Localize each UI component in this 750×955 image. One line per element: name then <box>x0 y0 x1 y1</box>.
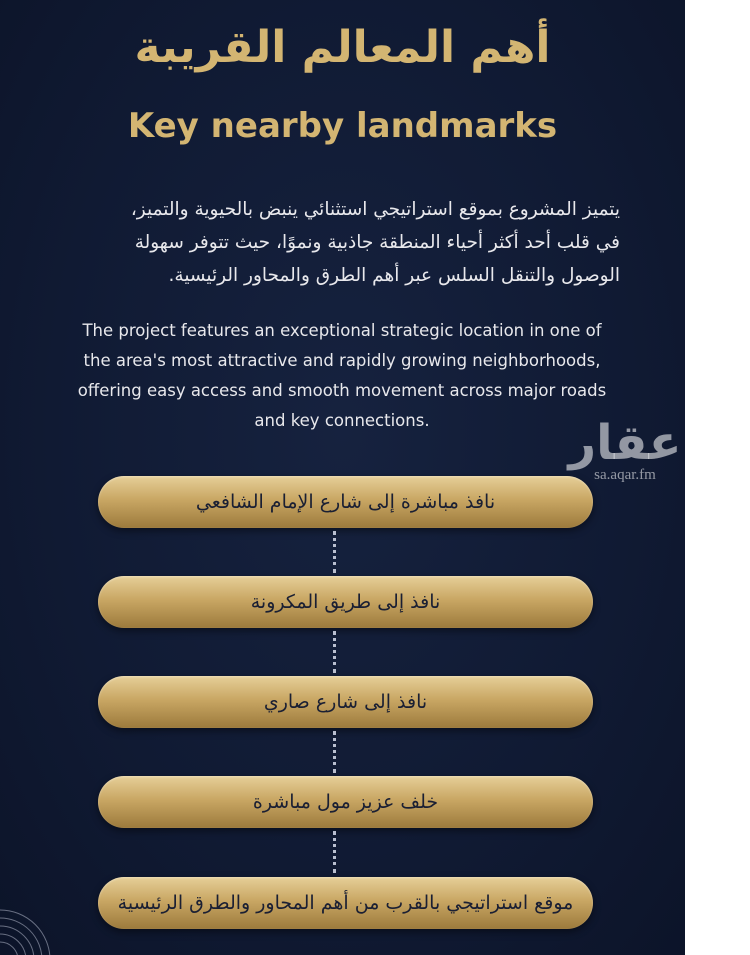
description-english-line: offering easy access and smooth movement across major roads <box>77 381 607 400</box>
connector-dots <box>333 531 336 573</box>
landmark-label: نافذ إلى طريق المكرونة <box>250 591 441 613</box>
connector-dots <box>333 731 336 773</box>
landmark-item <box>98 676 593 728</box>
landmark-item <box>98 877 593 929</box>
description-arabic-line: في قلب أحد أكثر أحياء المنطقة جاذبية ونموًا، حيث تتوفر سهولة <box>134 232 620 253</box>
decorative-arcs <box>0 880 60 955</box>
description-english-line: and key connections. <box>254 411 430 430</box>
connector-dots <box>333 831 336 873</box>
description-arabic-line: الوصول والتنقل السلس عبر أهم الطرق والمحاور الرئيسية. <box>168 265 620 286</box>
landmark-label: نافذ إلى شارع صاري <box>263 691 428 713</box>
landmark-label: نافذ مباشرة إلى شارع الإمام الشافعي <box>195 491 496 513</box>
watermark-url: sa.aqar.fm <box>594 467 656 483</box>
watermark-logo: عقار <box>568 415 682 471</box>
landmark-label: خلف عزيز مول مباشرة <box>252 791 439 813</box>
description-english-line: The project features an exceptional strategic location in one of <box>82 321 602 340</box>
landmark-item <box>98 776 593 828</box>
description-arabic-line: يتميز المشروع بموقع استراتيجي استثنائي ينبض بالحيوية والتميز، <box>130 199 620 220</box>
title-english: Key nearby landmarks <box>127 106 558 146</box>
description-english-line: the area's most attractive and rapidly growing neighborhoods, <box>83 351 601 370</box>
title-arabic: أهم المعالم القريبة <box>134 22 551 73</box>
landmark-item <box>98 476 593 528</box>
connector-dots <box>333 631 336 673</box>
aqar-watermark <box>555 415 685 484</box>
landmark-item <box>98 576 593 628</box>
description-arabic <box>80 193 620 292</box>
landmark-label: موقع استراتيجي بالقرب من أهم المحاور والطرق الرئيسية <box>117 892 574 914</box>
description-english <box>62 316 622 436</box>
